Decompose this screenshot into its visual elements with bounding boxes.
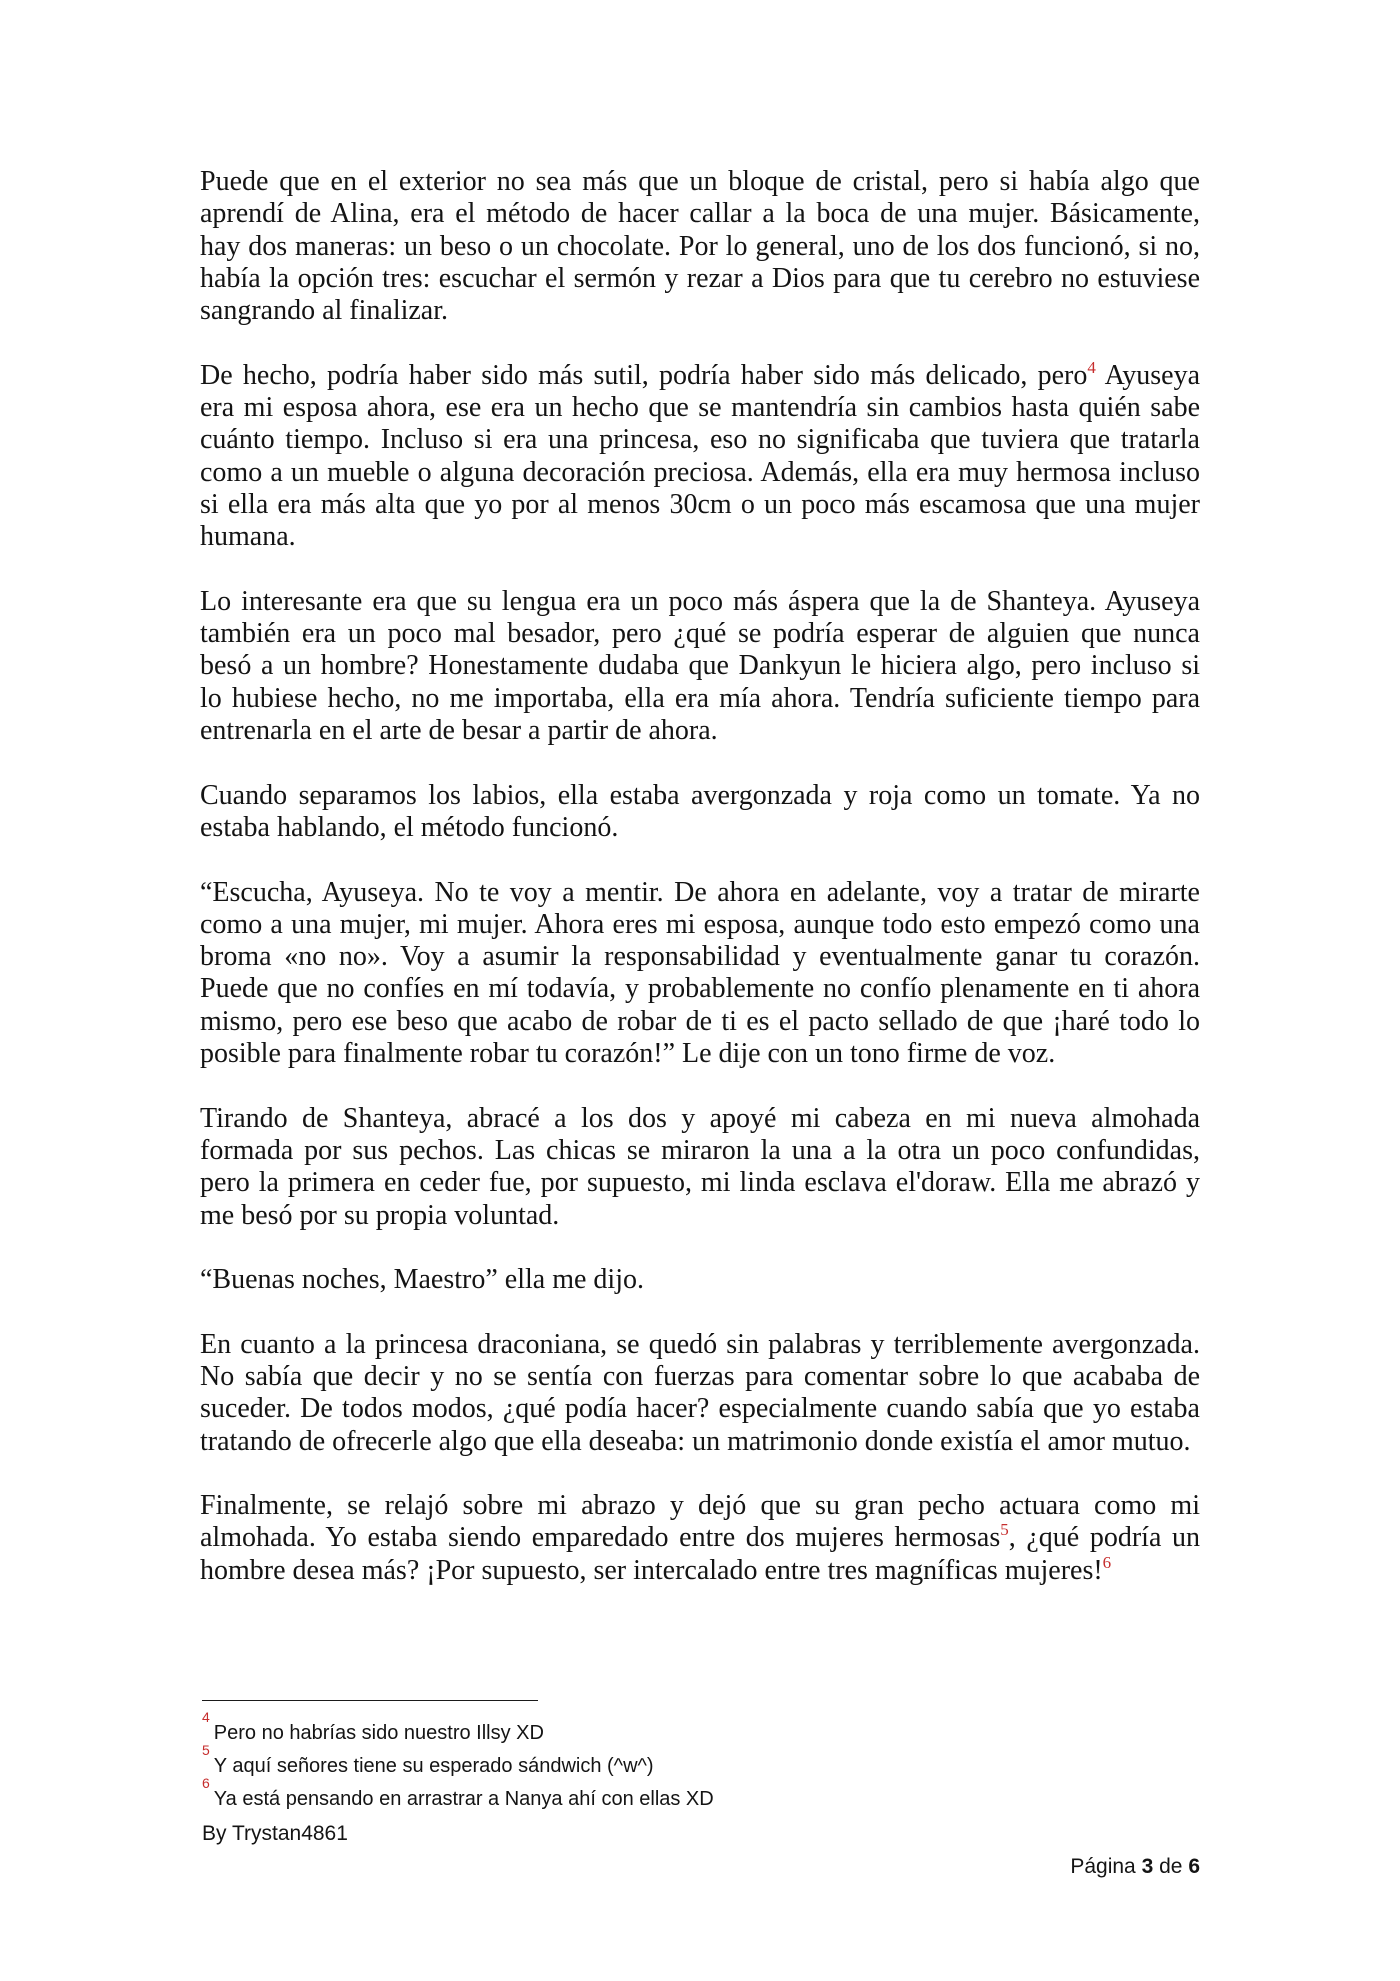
text-line: cuánto tiempo. Incluso si era una princesa, eso no significaba que tuviera que tratarla <box>200 424 1200 456</box>
text-line: hay dos maneras: un beso o un chocolate. Por lo general, uno de los dos funcionó, si no, <box>200 230 1200 262</box>
text-segment: almohada. Yo estaba siendo emparedado entre dos mujeres hermosas <box>200 1522 1001 1554</box>
footnote-text: Ya está pensando en arrastrar a Nanya ahí con ellas XD <box>213 1787 714 1810</box>
footnote-separator <box>202 1700 538 1701</box>
footnote-number: 6 <box>202 1774 210 1791</box>
text-line: besó a un hombre? Honestamente dudaba que Dankyun le hiciera algo, pero incluso si <box>200 650 1200 682</box>
text-line: me besó por su propia voluntad. <box>200 1199 560 1231</box>
paragraph <box>200 357 1201 554</box>
footnotes <box>202 1709 714 1815</box>
text-line: como a una mujer, mi mujer. Ahora eres mi esposa, aunque todo esto empezó como una <box>200 908 1200 940</box>
footnote-5 <box>202 1742 714 1783</box>
text-segment: De hecho, podría haber sido más sutil, podría haber sido más delicado, pero <box>200 359 1088 391</box>
paragraph <box>200 877 1200 1071</box>
footnote-reference: 6 <box>1102 1552 1112 1572</box>
paragraph <box>200 1329 1200 1458</box>
text-line: mismo, pero ese beso que acabo de robar de ti es el pacto sellado de que ¡haré todo lo <box>200 1005 1200 1037</box>
text-line: En cuanto a la princesa draconiana, se quedó sin palabras y terriblemente avergonzada. <box>200 1328 1200 1360</box>
text-line: Cuando separamos los labios, ella estaba avergonzada y roja como un tomate. Ya no <box>200 779 1200 811</box>
text-line: pero la primera en ceder fue, por supuesto, mi linda esclava el'doraw. Ella me abrazó y <box>200 1167 1200 1199</box>
text-line: Finalmente, se relajó sobre mi abrazo y dejó que su gran pecho actuara como mi <box>200 1490 1200 1522</box>
text-line: también era un poco mal besador, pero ¿qué se podría esperar de alguien que nunca <box>200 618 1200 650</box>
text-line: broma «no no». Voy a asumir la responsabilidad y eventualmente ganar tu corazón. <box>200 941 1200 973</box>
page-of: de <box>1159 1855 1183 1878</box>
total-pages: 6 <box>1188 1855 1200 1878</box>
text-line: estaba hablando, el método funcionó. <box>200 811 619 843</box>
footnote-6 <box>202 1774 714 1816</box>
text-line: había la opción tres: escuchar el sermón y rezar a Dios para que tu cerebro no estuviese <box>200 262 1200 294</box>
paragraph <box>200 1103 1200 1232</box>
text-line: lo hubiese hecho, no me importaba, ella era mía ahora. Tendría suficiente tiempo para <box>200 682 1200 714</box>
text-line: entrenarla en el arte de besar a partir de ahora. <box>200 715 718 747</box>
paragraph <box>200 780 1200 845</box>
body-text <box>200 166 1200 1619</box>
text-line: tratando de ofrecerle algo que ella deseaba: un matrimonio donde existía el amor mutuo. <box>200 1425 1191 1457</box>
footnote-4 <box>202 1709 714 1750</box>
footnote-number: 5 <box>202 1742 210 1759</box>
footnote-number: 4 <box>202 1709 210 1726</box>
text-line: Puede que no confíes en mí todavía, y probablemente no confío plenamente en ti ahora <box>200 973 1200 1005</box>
paragraph <box>200 1264 1200 1296</box>
paragraph <box>200 1490 1200 1587</box>
text-line: si ella era más alta que yo por al menos 30cm o un poco más escamosa que una mujer <box>200 488 1200 520</box>
text-segment: , ¿qué podría un <box>1008 1522 1200 1554</box>
text-segment: Ayuseya <box>1095 359 1201 391</box>
text-line: “Buenas noches, Maestro” ella me dijo. <box>200 1264 644 1296</box>
footnote-reference: 4 <box>1087 357 1096 377</box>
text-line: posible para finalmente robar tu corazón!” Le dije con un tono firme de voz. <box>200 1038 1056 1070</box>
page-label: Página <box>1070 1855 1136 1878</box>
text-line: era mi esposa ahora, ese era un hecho que se mantendría sin cambios hasta quién sabe <box>200 392 1200 424</box>
page-number <box>1070 1851 1200 1883</box>
text-line: como a un mueble o alguna decoración preciosa. Además, ella era muy hermosa incluso <box>200 456 1200 488</box>
text-line: Lo interesante era que su lengua era un poco más áspera que la de Shanteya. Ayuseya <box>200 585 1200 617</box>
text-line: Tirando de Shanteya, abracé a los dos y apoyé mi cabeza en mi nueva almohada <box>200 1102 1200 1134</box>
footnote-text: Y aquí señores tiene su esperado sándwich (^w^) <box>213 1754 654 1777</box>
text-line: suceder. De todos modos, ¿qué podía hacer? especialmente cuando sabía que yo estaba <box>200 1393 1200 1425</box>
text-segment: hombre desea más? ¡Por supuesto, ser intercalado entre tres magníficas mujeres! <box>200 1554 1103 1586</box>
text-line <box>200 1552 1200 1587</box>
text-line: Puede que en el exterior no sea más que un bloque de cristal, pero si había algo que <box>200 166 1200 197</box>
text-line: No sabía que decir y no se sentía con fuerzas para comentar sobre lo que acababa de <box>200 1360 1200 1392</box>
author-credit: By Trystan4861 <box>202 1822 348 1845</box>
text-line: humana. <box>200 521 296 553</box>
text-line <box>200 357 1201 392</box>
text-line: sangrando al finalizar. <box>200 295 449 327</box>
text-line: “Escucha, Ayuseya. No te voy a mentir. De ahora en adelante, voy a tratar de mirarte <box>200 876 1200 908</box>
paragraph <box>200 166 1200 327</box>
text-line <box>200 1522 1200 1554</box>
current-page: 3 <box>1141 1855 1154 1878</box>
footnote-reference: 5 <box>1000 1520 1009 1540</box>
text-line: formada por sus pechos. Las chicas se miraron la una a la otra un poco confundidas, <box>200 1134 1200 1166</box>
footnote-text: Pero no habrías sido nuestro Illsy XD <box>213 1722 544 1744</box>
text-line: aprendí de Alina, era el método de hacer callar a la boca de una mujer. Básicamente, <box>200 198 1200 230</box>
paragraph <box>200 586 1200 747</box>
